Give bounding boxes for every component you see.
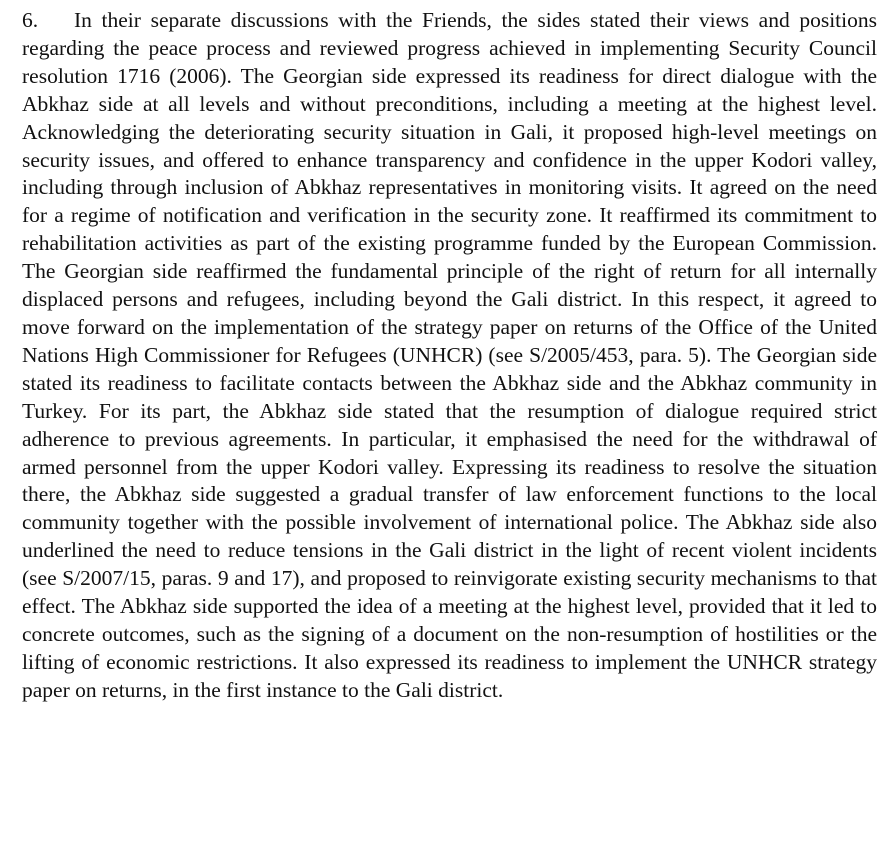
paragraph-6 [22, 7, 877, 705]
paragraph-text: In their separate discussions with the Friends, the sides stated their views and positions regarding the peace process and reviewed progress achieved in implementing Security Council resolution 1716 (2006). The Georgian side expressed its readiness for direct dialogue with the Abkhaz side at all levels and without preconditions, including a meeting at the highest level. Acknowledging the deteriorating security situation in Gali, it proposed high-level meetings on security issues, and offered to enhance transparency and confidence in the upper Kodori valley, including through inclusion of Abkhaz representatives in monitoring visits. It agreed on the need for a regime of notification and verification in the security zone. It reaffirmed its commitment to rehabilitation activities as part of the existing programme funded by the European Commission. The Georgian side reaffirmed the fundamental principle of the right of return for all internally displaced persons and refugees, including beyond the Gali district. In this respect, it agreed to move forward on the implementation of the strategy paper on returns of the Office of the United Nations High Commissioner for Refugees (UNHCR) (see S/2005/453, para. 5). The Georgian side stated its readiness to facilitate contacts between the Abkhaz side and the Abkhaz community in Turkey. For its part, the Abkhaz side stated that the resumption of dialogue required strict adherence to previous agreements. In particular, it emphasised the need for the withdrawal of armed personnel from the upper Kodori valley. Expressing its readiness to resolve the situation there, the Abkhaz side suggested a gradual transfer of law enforcement functions to the local community together with the possible involvement of international police. The Abkhaz side also underlined the need to reduce tensions in the Gali district in the light of recent violent incidents (see S/2007/15, paras. 9 and 17), and proposed to reinvigorate existing security mechanisms to that effect. The Abkhaz side supported the idea of a meeting at the highest level, provided that it led to concrete outcomes, such as the signing of a document on the non-resumption of hostilities or the lifting of economic restrictions. It also expressed its readiness to implement the UNHCR strategy paper on returns, in the first instance to the Gali district. [22, 8, 877, 702]
paragraph-number: 6. [22, 8, 39, 32]
